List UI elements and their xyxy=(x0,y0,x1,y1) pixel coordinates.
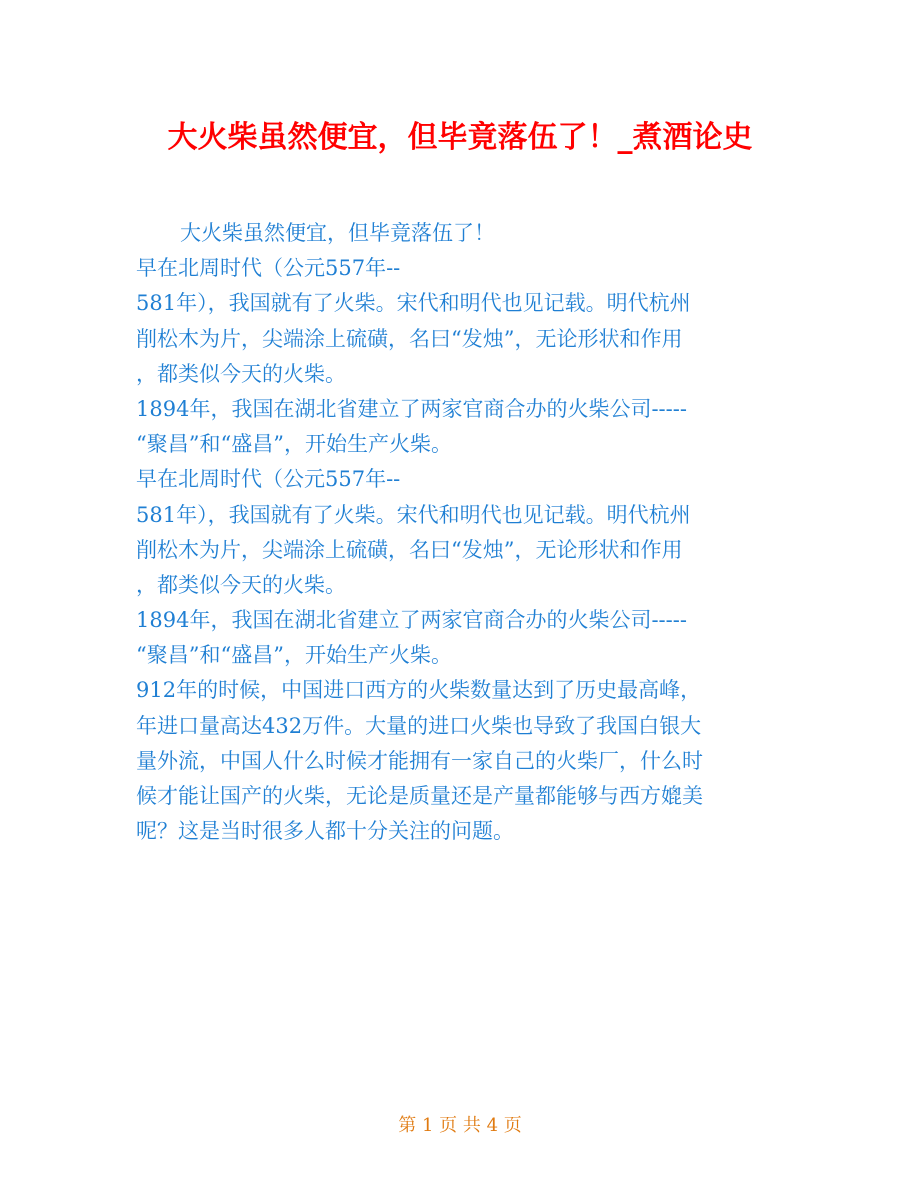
article-line: “聚昌”和“盛昌”，开始生产火柴。 xyxy=(136,643,452,668)
article-line: 早在北周时代（公元557年-- xyxy=(136,256,401,281)
article-line: 912年的时候，中国进口西方的火柴数量达到了历史最高峰， xyxy=(136,678,702,703)
article-body xyxy=(136,216,796,849)
article-line: 量外流，中国人什么时候才能拥有一家自己的火柴厂，什么时 xyxy=(136,748,703,773)
article-line: 早在北周时代（公元557年-- xyxy=(136,467,401,492)
article-line: 1894年，我国在湖北省建立了两家官商合办的火柴公司----- xyxy=(136,608,687,633)
article-line: 削松木为片，尖端涂上硫磺，名曰“发烛”，无论形状和作用 xyxy=(136,326,683,351)
article-line: 削松木为片，尖端涂上硫磺，名曰“发烛”，无论形状和作用 xyxy=(136,537,683,562)
article-line: 1894年，我国在湖北省建立了两家官商合办的火柴公司----- xyxy=(136,396,687,421)
article-line: 大火柴虽然便宜，但毕竟落伍了！ xyxy=(180,221,495,245)
article-line: 候才能让国产的火柴，无论是质量还是产量都能够与西方媲美 xyxy=(136,784,703,808)
article-line: “聚昌”和“盛昌”，开始生产火柴。 xyxy=(136,432,452,457)
article-line: 581年），我国就有了火柴。宋代和明代也见记载。明代杭州 xyxy=(136,502,691,527)
page-number-footer: 第 1 页 共 4 页 xyxy=(398,1115,522,1136)
article-line: ，都类似今天的火柴。 xyxy=(136,572,346,597)
article-line: 呢？这是当时很多人都十分关注的问题。 xyxy=(136,819,514,844)
article-line: ，都类似今天的火柴。 xyxy=(136,361,346,386)
article-line: 年进口量高达432万件。大量的进口火柴也导致了我国白银大 xyxy=(136,713,702,738)
article-line: 581年），我国就有了火柴。宋代和明代也见记载。明代杭州 xyxy=(136,291,691,316)
page-title: 大火柴虽然便宜，但毕竟落伍了！_煮酒论史 xyxy=(167,120,753,155)
